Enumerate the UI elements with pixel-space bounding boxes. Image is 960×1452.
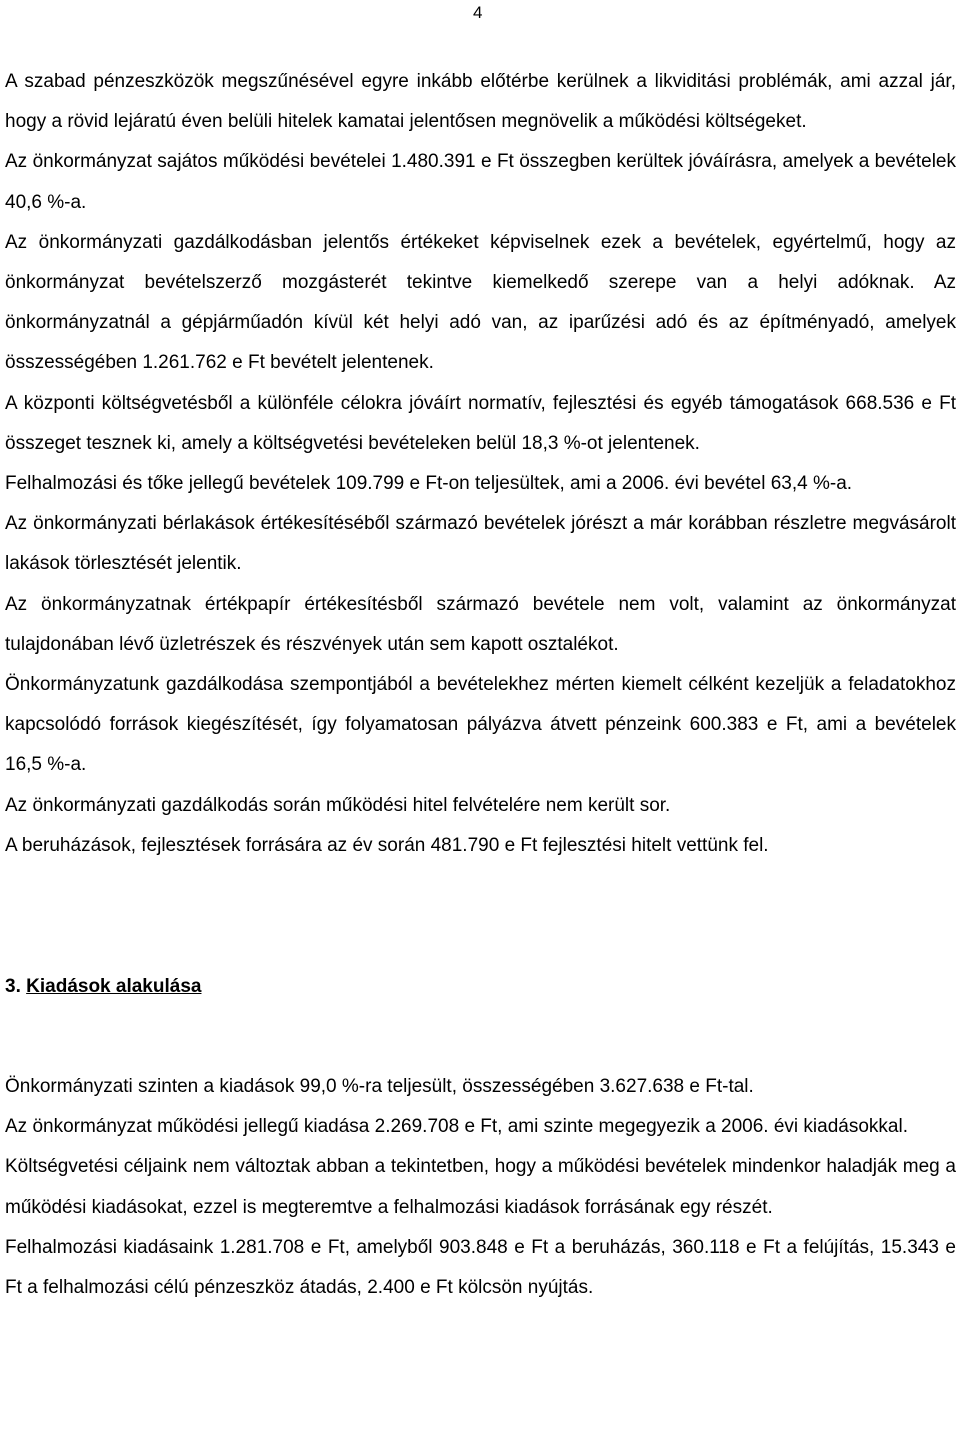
paragraph: A szabad pénzeszközök megszűnésével egyre inkább előtérbe kerülnek a likviditási problémák, ami azzal jár, hogy a rövid lejáratú éven belüli hitelek kamatai jelentősen megnövelik a működési költségeket. — [5, 71, 956, 133]
page-number: 4 — [473, 3, 483, 22]
paragraph: Az önkormányzatnak értékpapír értékesítésből származó bevétele nem volt, valamint az önkormányzat tulajdonában lévő üzletrészek és részvények után sem kapott osztalékot. — [5, 593, 956, 655]
paragraph: Az önkormányzati gazdálkodás során működési hitel felvételére nem került sor. — [5, 794, 671, 816]
section-number: 3. — [5, 976, 21, 998]
paragraph: Önkormányzati szinten a kiadások 99,0 %-ra teljesült, összességében 3.627.638 e Ft-tal. — [5, 1076, 754, 1098]
paragraph: Felhalmozási kiadásaink 1.281.708 e Ft, amelyből 903.848 e Ft a beruházás, 360.118 e Ft a felújítás, 15.343 e Ft a felhalmozási célú pénzeszköz átadás, 2.400 e Ft kölcsön nyújtás. — [5, 1236, 956, 1299]
section-title: Kiadások alakulása — [26, 976, 202, 998]
paragraph: Költségvetési céljaink nem változtak abban a tekintetben, hogy a működési bevételek mindenkor haladják meg a működési kiadásokat, ezzel is megteremtve a felhalmozási kiadások forrásának egy részét. — [5, 1156, 956, 1218]
paragraph: A beruházások, fejlesztések forrására az év során 481.790 e Ft fejlesztési hitelt vettünk fel. — [5, 834, 769, 856]
paragraph: A központi költségvetésből a különféle célokra jóváírt normatív, fejlesztési és egyéb támogatások 668.536 e Ft összeget tesznek ki, amely a költségvetési bevételeken belül 18,3 %-ot jelentenek. — [5, 392, 956, 454]
paragraph: Önkormányzatunk gazdálkodása szempontjából a bevételekhez mérten kiemelt célként kezeljük a feladatokhoz kapcsolódó források kiegészítését, így folyamatosan pályázva átvett pénzeink 600.383 e Ft, ami a bevételek 16,5 %-a. — [5, 674, 956, 776]
paragraph: Az önkormányzat működési jellegű kiadása 2.269.708 e Ft, ami szinte megegyezik a 2006. évi kiadásokkal. — [5, 1116, 908, 1138]
document-body — [5, 62, 956, 1308]
paragraph: Az önkormányzat sajátos működési bevételei 1.480.391 e Ft összegben kerültek jóváírásra, amelyek a bevételek 40,6 %-a. — [5, 151, 956, 213]
paragraph: Az önkormányzati gazdálkodásban jelentős értékeket képviselnek ezek a bevételek, egyértelmű, hogy az önkormányzat bevételszerző mozgásterét tekintve kiemelkedő szerepe van a helyi adóknak. Az önkormányzatnál a gépjárműadón kívül két helyi adó van, az iparűzési adó és az építményadó, amelyek összességében 1.261.762 e Ft bevételt jelentenek. — [5, 231, 956, 374]
paragraph: Az önkormányzati bérlakások értékesítéséből származó bevételek jórészt a már korábban részletre megvásárolt lakások törlesztését jelentik. — [5, 513, 956, 575]
section-spacer — [5, 866, 956, 1067]
section-heading — [5, 967, 201, 1007]
paragraph: Felhalmozási és tőke jellegű bevételek 109.799 e Ft-on teljesültek, ami a 2006. évi bevétel 63,4 %-a. — [5, 473, 853, 495]
